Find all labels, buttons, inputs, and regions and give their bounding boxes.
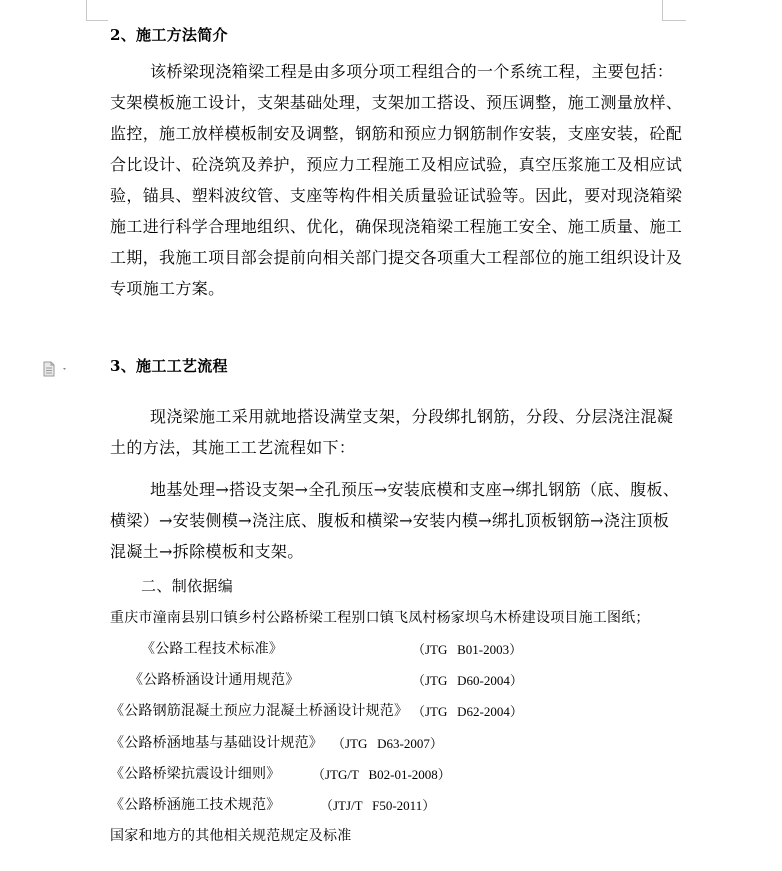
section-3-intro-line-2: 土的方法，其施工工艺流程如下： <box>110 438 356 457</box>
standard-code-2: （JTG D60-2004） <box>412 673 523 688</box>
section-2-line-8: 专项施工方案。 <box>110 279 225 298</box>
section-2-heading: 2、施工方法简介 <box>110 26 228 44</box>
standard-code-1: （JTG B01-2003） <box>412 642 523 657</box>
basis-intro: 重庆市潼南县别口镇乡村公路桥梁工程别口镇飞凤村杨家坝乌木桥建设项目施工图纸； <box>110 610 650 626</box>
section-3-intro-line-1: 现浇梁施工采用就地搭设满堂支架，分段绑扎钢筋，分段、分层浇注混凝 <box>150 407 674 426</box>
section-2-line-3: 监控，施工放样模板制安及调整，钢筋和预应力钢筋制作安装，支座安装，砼配 <box>110 124 683 143</box>
document-icon[interactable] <box>43 361 71 377</box>
section-2-line-4: 合比设计、砼浇筑及养护，预应力工程施工及相应试验，真空压浆施工及相应试 <box>110 155 683 174</box>
section-2-line-7: 工期，我施工项目部会提前向相关部门提交各项重大工程部位的施工组织设计及 <box>110 248 683 267</box>
basis-closing: 国家和地方的其他相关规范规定及标准 <box>110 828 352 844</box>
crop-mark-top-right-h <box>662 20 686 21</box>
standard-name-3: 《公路钢筋混凝土预应力混凝土桥涵设计规范》 <box>110 703 409 719</box>
crop-mark-top-left-h <box>86 20 108 21</box>
crop-mark-top-right <box>662 0 663 20</box>
standard-code-5: （JTG/T B02-01-2008） <box>312 767 451 782</box>
standard-name-6: 《公路桥涵施工技术规范》 <box>110 797 281 813</box>
section-2-line-1: 该桥梁现浇箱梁工程是由多项分项工程组合的一个系统工程，主要包括： <box>150 62 674 81</box>
section-2-line-2: 支架模板施工设计，支架基础处理，支架加工搭设、预压调整，施工测量放样、 <box>110 93 683 112</box>
standard-code-6: （JTJ/T F50-2011） <box>320 798 436 813</box>
standard-code-3: （JTG D62-2004） <box>412 704 523 719</box>
section-2-line-5: 验，锚具、塑料波纹管、支座等构件相关质量验证试验等。因此，要对现浇箱梁 <box>110 186 683 205</box>
section-3-flow-line-1: 地基处理→搭设支架→全孔预压→安装底模和支座→绑扎钢筋（底、腹板、 <box>150 480 680 499</box>
basis-heading: 二、制依据编 <box>141 577 234 595</box>
crop-mark-top-left <box>86 0 87 20</box>
standard-name-1: 《公路工程技术标准》 <box>141 641 283 657</box>
standard-code-4: （JTG D63-2007） <box>332 736 443 751</box>
section-3-flow-line-3: 混凝土→拆除模板和支架。 <box>110 542 304 561</box>
section-3-heading: 3、施工工艺流程 <box>110 357 228 375</box>
section-3-flow-line-2: 横梁）→安装侧模→浇注底、腹板和横梁→安装内模→绑扎顶板钢筋→浇注顶板 <box>110 511 670 530</box>
standard-name-2: 《公路桥涵设计通用规范》 <box>129 672 300 688</box>
standard-name-5: 《公路桥梁抗震设计细则》 <box>110 766 281 782</box>
standard-name-4: 《公路桥涵地基与基础设计规范》 <box>110 735 323 751</box>
section-2-line-6: 施工进行科学合理地组织、优化，确保现浇箱梁工程施工安全、施工质量、施工 <box>110 217 683 236</box>
